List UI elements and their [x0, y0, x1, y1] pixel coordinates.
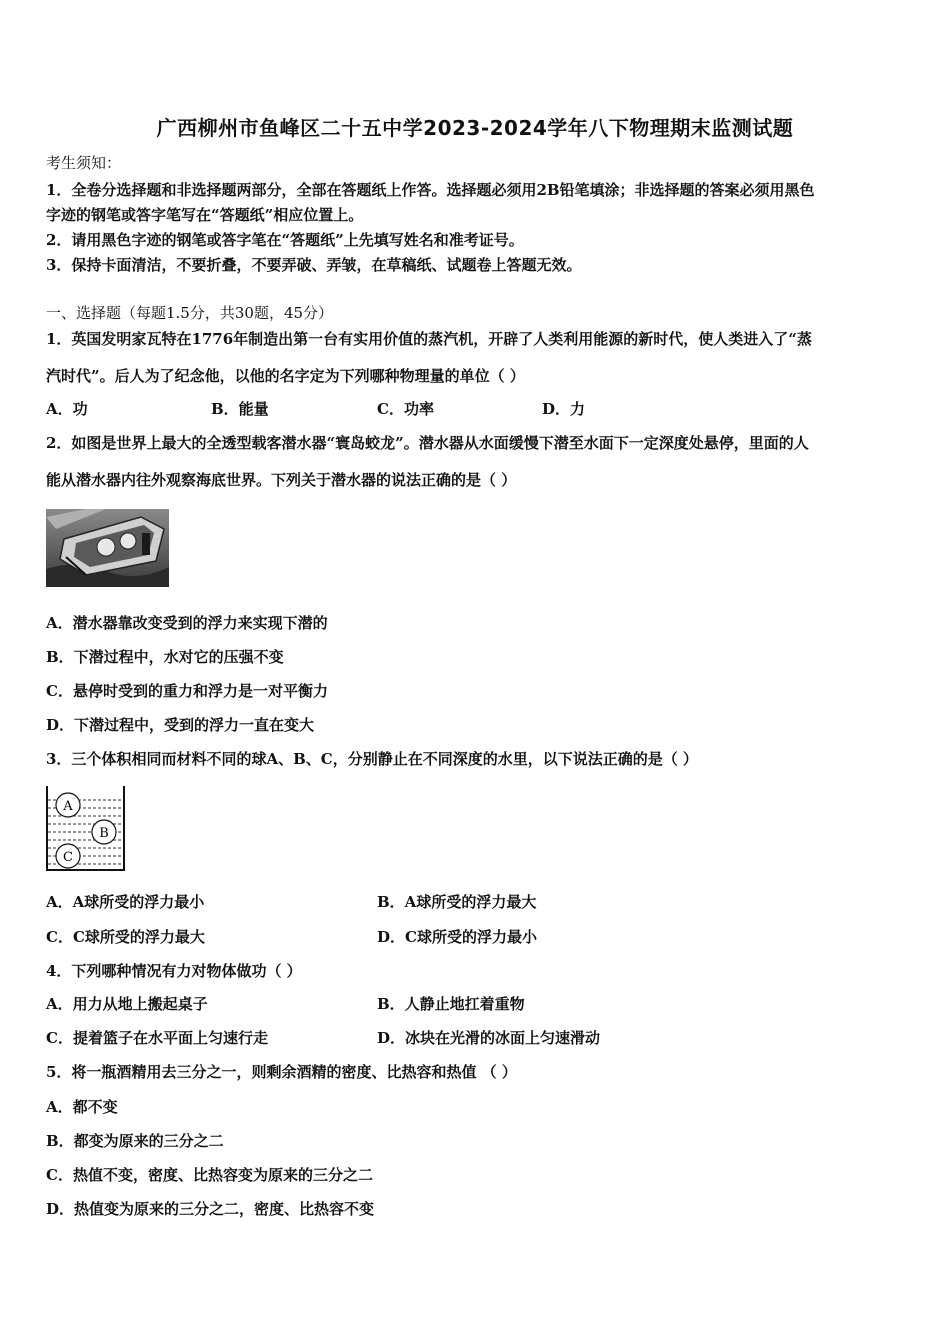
- q4-option-c: C．提着篮子在水平面上匀速行走: [46, 1029, 268, 1047]
- question-5-line1: 5．将一瓶酒精用去三分之一，则剩余酒精的密度、比热容和热值 （ ）: [46, 1063, 517, 1081]
- ball-c-label: C: [63, 850, 73, 865]
- balls-in-water-diagram: [46, 786, 126, 872]
- q5-option-b: B．都变为原来的三分之二: [46, 1132, 224, 1150]
- notice-heading: 考生须知：: [46, 154, 122, 172]
- question-3-line1: 3．三个体积相同而材料不同的球A、B、C，分别静止在不同深度的水里，以下说法正确的是（ ）: [46, 750, 698, 768]
- question-4-line1: 4．下列哪种情况有力对物体做功（ ）: [46, 962, 302, 980]
- q1-option-b: B．能量: [211, 400, 269, 418]
- question-1-line2: 汽时代”。后人为了纪念他，以他的名字定为下列哪种物理量的单位（ ）: [46, 367, 525, 385]
- q1-option-d: D．力: [542, 400, 586, 418]
- q5-option-d: D．热值变为原来的三分之二，密度、比热容不变: [46, 1200, 375, 1218]
- q2-option-c: C．悬停时受到的重力和浮力是一对平衡力: [46, 682, 328, 700]
- page-title: 广西柳州市鱼峰区二十五中学2023-2024学年八下物理期末监测试题: [156, 116, 794, 140]
- q5-option-a: A．都不变: [46, 1098, 118, 1116]
- q1-option-a: A．功: [46, 400, 88, 418]
- question-2-line1: 2．如图是世界上最大的全透型载客潜水器“寰岛蛟龙”。潜水器从水面缓慢下潜至水面下一定深度处悬停，里面的人: [46, 434, 809, 452]
- submersible-photo: [46, 509, 169, 587]
- question-1-line1: 1．英国发明家瓦特在1776年制造出第一台有实用价值的蒸汽机，开辟了人类利用能源的新时代，使人类进入了“蒸: [46, 330, 812, 348]
- q4-option-a: A．用力从地上搬起桌子: [46, 995, 208, 1013]
- q3-option-d: D．C球所受的浮力最小: [377, 928, 537, 946]
- q2-option-b: B．下潜过程中，水对它的压强不变: [46, 648, 284, 666]
- q4-option-b: B．人静止地扛着重物: [377, 995, 525, 1013]
- notice-item-1-cont: 字迹的钢笔或答字笔写在“答题纸”相应位置上。: [46, 206, 364, 224]
- question-2-line2: 能从潜水器内往外观察海底世界。下列关于潜水器的说法正确的是（ ）: [46, 471, 517, 489]
- q3-option-b: B．A球所受的浮力最大: [377, 893, 537, 911]
- q3-option-a: A．A球所受的浮力最小: [46, 893, 205, 911]
- notice-item-1: 1．全卷分选择题和非选择题两部分，全部在答题纸上作答。选择题必须用2B铅笔填涂；非选择题的答案必须用黑色: [46, 181, 815, 199]
- q4-option-d: D．冰块在光滑的冰面上匀速滑动: [377, 1029, 601, 1047]
- ball-b-label: B: [99, 826, 109, 841]
- section-heading: 一、选择题（每题1.5分，共30题，45分）: [46, 304, 334, 322]
- q3-option-c: C．C球所受的浮力最大: [46, 928, 205, 946]
- notice-item-2: 2．请用黑色字迹的钢笔或答字笔在“答题纸”上先填写姓名和准考证号。: [46, 231, 524, 249]
- q1-option-c: C．功率: [377, 400, 434, 418]
- q2-option-a: A．潜水器靠改变受到的浮力来实现下潜的: [46, 614, 328, 632]
- ball-a-label: A: [63, 799, 73, 814]
- notice-item-3: 3．保持卡面清洁，不要折叠，不要弄破、弄皱，在草稿纸、试题卷上答题无效。: [46, 256, 582, 274]
- q5-option-c: C．热值不变，密度、比热容变为原来的三分之二: [46, 1166, 373, 1184]
- q2-option-d: D．下潜过程中，受到的浮力一直在变大: [46, 716, 315, 734]
